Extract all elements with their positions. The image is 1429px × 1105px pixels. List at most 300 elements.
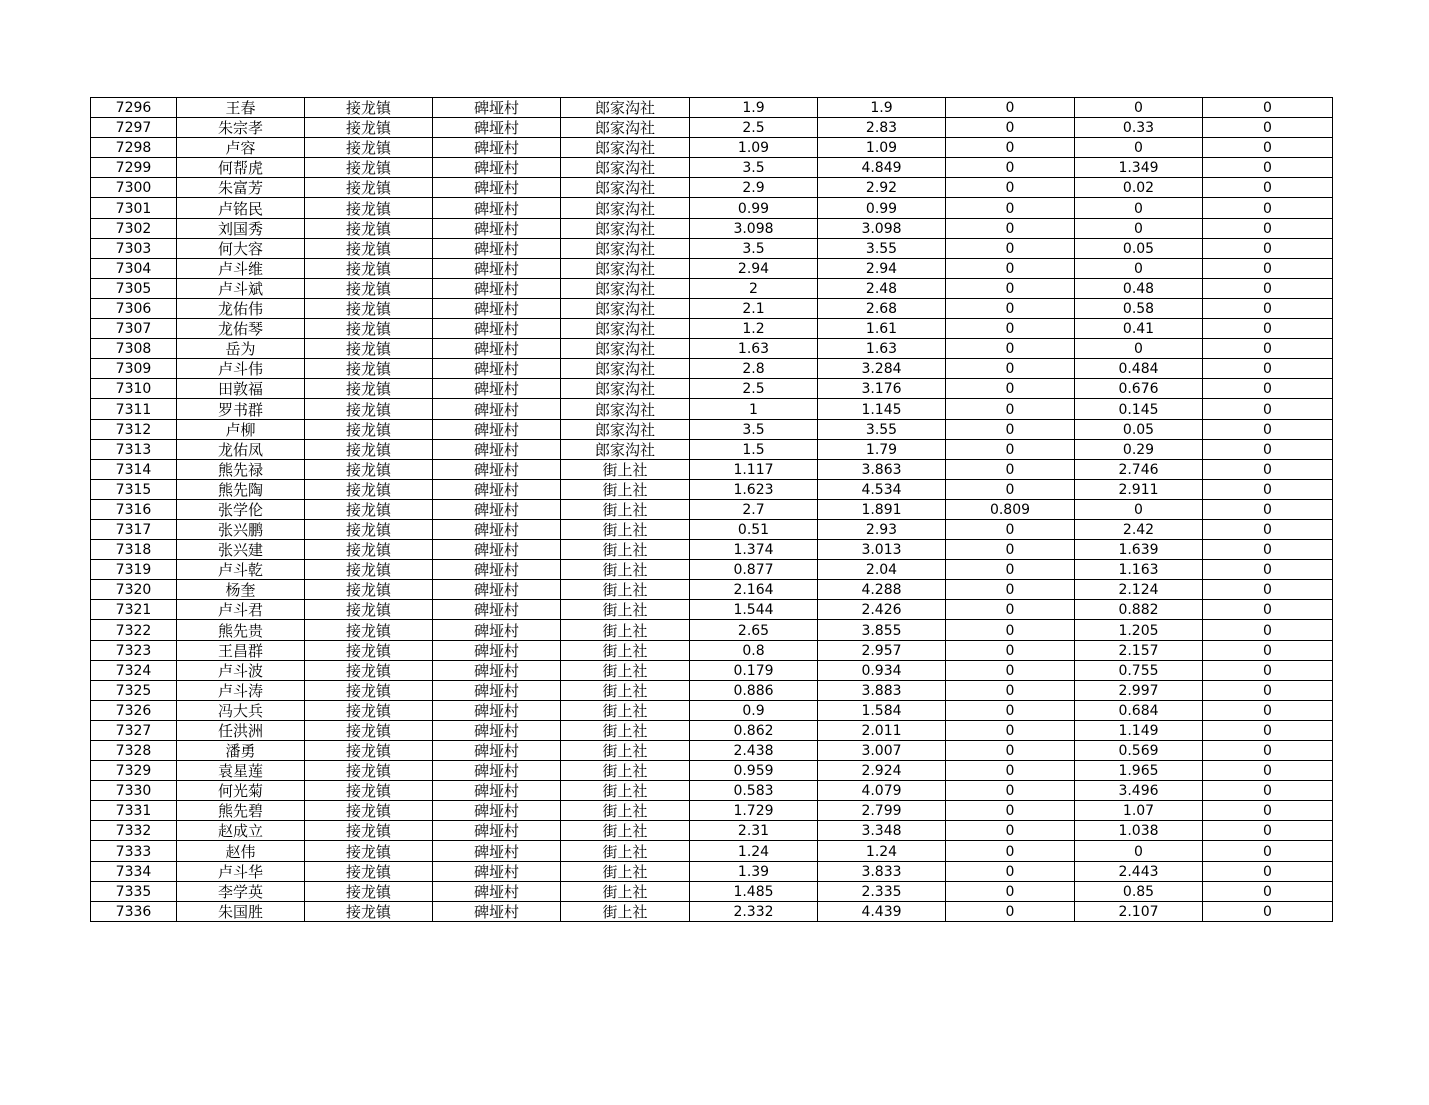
table-cell-v1: 2.8 [690, 359, 818, 379]
table-cell-group: 街上社 [561, 540, 690, 560]
table-cell-v3: 0 [946, 198, 1075, 218]
table-cell-village: 碑垭村 [433, 98, 561, 118]
table-cell-v3: 0 [946, 519, 1075, 539]
table-cell-id: 7327 [91, 720, 177, 740]
table-cell-name: 熊先陶 [177, 479, 305, 499]
table-cell-town: 接龙镇 [305, 580, 433, 600]
table-cell-v4: 0.676 [1075, 379, 1203, 399]
table-row [91, 881, 1333, 901]
table-cell-name: 卢柳 [177, 419, 305, 439]
table-cell-id: 7324 [91, 660, 177, 680]
table-cell-v2: 3.007 [818, 741, 946, 761]
table-cell-name: 王春 [177, 98, 305, 118]
table-cell-v5: 0 [1203, 198, 1333, 218]
table-cell-v2: 2.94 [818, 258, 946, 278]
table-row [91, 600, 1333, 620]
table-cell-town: 接龙镇 [305, 479, 433, 499]
table-cell-town: 接龙镇 [305, 741, 433, 761]
table-row [91, 138, 1333, 158]
table-cell-v2: 2.011 [818, 720, 946, 740]
table-cell-v1: 2.31 [690, 821, 818, 841]
table-cell-v5: 0 [1203, 419, 1333, 439]
table-cell-v3: 0 [946, 801, 1075, 821]
table-cell-id: 7297 [91, 118, 177, 138]
table-cell-v1: 0.179 [690, 660, 818, 680]
table-cell-v4: 0.41 [1075, 319, 1203, 339]
table-cell-name: 何光菊 [177, 781, 305, 801]
table-cell-v4: 0.145 [1075, 399, 1203, 419]
table-cell-group: 街上社 [561, 580, 690, 600]
table-cell-id: 7322 [91, 620, 177, 640]
table-cell-village: 碑垭村 [433, 660, 561, 680]
table-cell-name: 田敦福 [177, 379, 305, 399]
table-cell-name: 卢斗涛 [177, 680, 305, 700]
table-cell-group: 郎家沟社 [561, 439, 690, 459]
table-cell-v2: 2.426 [818, 600, 946, 620]
table-cell-v3: 0 [946, 720, 1075, 740]
table-cell-v3: 0 [946, 359, 1075, 379]
table-cell-v3: 0 [946, 761, 1075, 781]
table-cell-group: 街上社 [561, 741, 690, 761]
table-cell-v1: 1.24 [690, 841, 818, 861]
table-cell-group: 街上社 [561, 761, 690, 781]
table-cell-town: 接龙镇 [305, 680, 433, 700]
table-cell-v5: 0 [1203, 138, 1333, 158]
table-row [91, 821, 1333, 841]
table-cell-v5: 0 [1203, 540, 1333, 560]
table-cell-group: 郎家沟社 [561, 158, 690, 178]
table-cell-id: 7318 [91, 540, 177, 560]
table-cell-v3: 0 [946, 278, 1075, 298]
table-cell-name: 任洪洲 [177, 720, 305, 740]
table-cell-village: 碑垭村 [433, 901, 561, 921]
table-cell-id: 7312 [91, 419, 177, 439]
table-row [91, 98, 1333, 118]
table-row [91, 319, 1333, 339]
table-cell-name: 卢容 [177, 138, 305, 158]
table-cell-group: 街上社 [561, 620, 690, 640]
table-cell-v1: 0.9 [690, 700, 818, 720]
table-cell-v4: 0 [1075, 218, 1203, 238]
table-cell-town: 接龙镇 [305, 660, 433, 680]
table-cell-v1: 0.583 [690, 781, 818, 801]
table-cell-v5: 0 [1203, 218, 1333, 238]
table-cell-v3: 0 [946, 821, 1075, 841]
table-cell-v1: 2 [690, 278, 818, 298]
table-cell-town: 接龙镇 [305, 499, 433, 519]
table-cell-v5: 0 [1203, 238, 1333, 258]
table-cell-group: 街上社 [561, 479, 690, 499]
table-cell-group: 街上社 [561, 519, 690, 539]
table-cell-town: 接龙镇 [305, 841, 433, 861]
table-cell-village: 碑垭村 [433, 379, 561, 399]
table-cell-v4: 0.882 [1075, 600, 1203, 620]
table-row [91, 479, 1333, 499]
table-row [91, 499, 1333, 519]
table-cell-name: 何帮虎 [177, 158, 305, 178]
table-cell-v4: 0 [1075, 98, 1203, 118]
table-cell-town: 接龙镇 [305, 640, 433, 660]
table-row [91, 258, 1333, 278]
table-cell-name: 龙佑琴 [177, 319, 305, 339]
table-cell-v2: 1.584 [818, 700, 946, 720]
table-cell-group: 郎家沟社 [561, 319, 690, 339]
table-cell-v2: 1.79 [818, 439, 946, 459]
table-cell-v4: 0.755 [1075, 660, 1203, 680]
table-cell-v4: 0 [1075, 258, 1203, 278]
table-cell-village: 碑垭村 [433, 118, 561, 138]
table-cell-v1: 3.5 [690, 158, 818, 178]
table-cell-v4: 2.746 [1075, 459, 1203, 479]
table-cell-group: 郎家沟社 [561, 278, 690, 298]
table-cell-id: 7333 [91, 841, 177, 861]
table-cell-v2: 4.288 [818, 580, 946, 600]
table-cell-v2: 2.48 [818, 278, 946, 298]
table-cell-v1: 2.1 [690, 298, 818, 318]
table-cell-group: 郎家沟社 [561, 419, 690, 439]
table-cell-group: 街上社 [561, 499, 690, 519]
table-cell-name: 卢斗伟 [177, 359, 305, 379]
table-cell-name: 熊先禄 [177, 459, 305, 479]
table-cell-village: 碑垭村 [433, 439, 561, 459]
table-cell-v1: 1 [690, 399, 818, 419]
table-cell-v5: 0 [1203, 821, 1333, 841]
table-cell-v2: 3.013 [818, 540, 946, 560]
table-cell-v5: 0 [1203, 761, 1333, 781]
table-cell-v4: 0.48 [1075, 278, 1203, 298]
table-cell-v4: 2.911 [1075, 479, 1203, 499]
table-cell-id: 7316 [91, 499, 177, 519]
table-row [91, 519, 1333, 539]
table-cell-v4: 0.58 [1075, 298, 1203, 318]
table-cell-name: 王昌群 [177, 640, 305, 660]
table-cell-village: 碑垭村 [433, 419, 561, 439]
table-cell-v5: 0 [1203, 560, 1333, 580]
table-cell-v1: 0.8 [690, 640, 818, 660]
table-cell-town: 接龙镇 [305, 540, 433, 560]
table-cell-group: 街上社 [561, 600, 690, 620]
table-cell-v2: 4.849 [818, 158, 946, 178]
table-cell-town: 接龙镇 [305, 158, 433, 178]
table-row [91, 540, 1333, 560]
table-cell-v5: 0 [1203, 98, 1333, 118]
table-cell-v3: 0 [946, 881, 1075, 901]
table-cell-town: 接龙镇 [305, 781, 433, 801]
table-cell-v1: 1.623 [690, 479, 818, 499]
table-cell-v2: 1.09 [818, 138, 946, 158]
table-cell-v5: 0 [1203, 339, 1333, 359]
table-cell-id: 7310 [91, 379, 177, 399]
table-cell-v4: 0 [1075, 138, 1203, 158]
table-row [91, 680, 1333, 700]
table-cell-name: 卢铭民 [177, 198, 305, 218]
table-cell-town: 接龙镇 [305, 98, 433, 118]
table-cell-id: 7319 [91, 560, 177, 580]
table-row [91, 118, 1333, 138]
table-cell-id: 7313 [91, 439, 177, 459]
table-cell-name: 张兴鹏 [177, 519, 305, 539]
table-row [91, 560, 1333, 580]
table-cell-town: 接龙镇 [305, 901, 433, 921]
table-cell-name: 杨奎 [177, 580, 305, 600]
table-cell-v4: 1.965 [1075, 761, 1203, 781]
table-cell-village: 碑垭村 [433, 600, 561, 620]
table-cell-v3: 0 [946, 781, 1075, 801]
table-cell-village: 碑垭村 [433, 238, 561, 258]
table-cell-v2: 2.92 [818, 178, 946, 198]
table-cell-v5: 0 [1203, 801, 1333, 821]
table-cell-v5: 0 [1203, 660, 1333, 680]
table-cell-v3: 0 [946, 640, 1075, 660]
table-cell-v2: 3.855 [818, 620, 946, 640]
table-cell-town: 接龙镇 [305, 459, 433, 479]
table-cell-v3: 0 [946, 901, 1075, 921]
table-cell-v1: 1.117 [690, 459, 818, 479]
table-cell-id: 7328 [91, 741, 177, 761]
table-cell-name: 卢斗斌 [177, 278, 305, 298]
table-cell-town: 接龙镇 [305, 560, 433, 580]
table-cell-town: 接龙镇 [305, 801, 433, 821]
table-cell-village: 碑垭村 [433, 761, 561, 781]
table-row [91, 660, 1333, 680]
table-cell-v2: 1.891 [818, 499, 946, 519]
table-cell-v5: 0 [1203, 118, 1333, 138]
table-cell-group: 郎家沟社 [561, 298, 690, 318]
table-cell-v3: 0 [946, 118, 1075, 138]
table-cell-v3: 0 [946, 580, 1075, 600]
table-cell-v5: 0 [1203, 439, 1333, 459]
table-cell-v3: 0 [946, 298, 1075, 318]
table-cell-id: 7305 [91, 278, 177, 298]
table-cell-v2: 3.883 [818, 680, 946, 700]
table-row [91, 580, 1333, 600]
table-cell-v1: 1.09 [690, 138, 818, 158]
table-cell-name: 赵成立 [177, 821, 305, 841]
table-cell-name: 卢斗华 [177, 861, 305, 881]
table-cell-id: 7317 [91, 519, 177, 539]
table-cell-v2: 1.24 [818, 841, 946, 861]
table-cell-town: 接龙镇 [305, 258, 433, 278]
table-cell-group: 郎家沟社 [561, 118, 690, 138]
table-row [91, 359, 1333, 379]
table-cell-v4: 0.33 [1075, 118, 1203, 138]
table-cell-town: 接龙镇 [305, 298, 433, 318]
table-cell-id: 7304 [91, 258, 177, 278]
table-cell-id: 7296 [91, 98, 177, 118]
table-cell-id: 7309 [91, 359, 177, 379]
table-cell-village: 碑垭村 [433, 519, 561, 539]
table-cell-v1: 0.862 [690, 720, 818, 740]
table-cell-village: 碑垭村 [433, 881, 561, 901]
table-cell-v5: 0 [1203, 640, 1333, 660]
table-row [91, 339, 1333, 359]
table-cell-v4: 0.02 [1075, 178, 1203, 198]
table-cell-v1: 2.94 [690, 258, 818, 278]
table-cell-v1: 1.485 [690, 881, 818, 901]
table-cell-v2: 2.924 [818, 761, 946, 781]
table-cell-v1: 0.886 [690, 680, 818, 700]
table-cell-name: 龙佑凤 [177, 439, 305, 459]
table-cell-group: 郎家沟社 [561, 339, 690, 359]
table-cell-town: 接龙镇 [305, 138, 433, 158]
table-cell-v5: 0 [1203, 399, 1333, 419]
table-cell-name: 何大容 [177, 238, 305, 258]
table-cell-village: 碑垭村 [433, 278, 561, 298]
table-cell-town: 接龙镇 [305, 620, 433, 640]
table-cell-v4: 1.038 [1075, 821, 1203, 841]
table-cell-v1: 0.99 [690, 198, 818, 218]
table-cell-v1: 1.729 [690, 801, 818, 821]
table-cell-group: 郎家沟社 [561, 198, 690, 218]
table-cell-v1: 1.2 [690, 319, 818, 339]
table-cell-v2: 4.079 [818, 781, 946, 801]
table-cell-v1: 0.959 [690, 761, 818, 781]
table-cell-v5: 0 [1203, 519, 1333, 539]
table-cell-v4: 2.124 [1075, 580, 1203, 600]
table-cell-group: 街上社 [561, 459, 690, 479]
table-cell-town: 接龙镇 [305, 178, 433, 198]
table-cell-village: 碑垭村 [433, 741, 561, 761]
table-cell-town: 接龙镇 [305, 118, 433, 138]
table-cell-v3: 0 [946, 319, 1075, 339]
table-cell-v5: 0 [1203, 499, 1333, 519]
table-cell-town: 接龙镇 [305, 218, 433, 238]
table-cell-name: 李学英 [177, 881, 305, 901]
table-cell-id: 7326 [91, 700, 177, 720]
table-cell-v3: 0.809 [946, 499, 1075, 519]
table-cell-v3: 0 [946, 238, 1075, 258]
table-row [91, 158, 1333, 178]
table-cell-village: 碑垭村 [433, 399, 561, 419]
table-cell-v5: 0 [1203, 459, 1333, 479]
table-cell-v2: 2.68 [818, 298, 946, 318]
table-cell-village: 碑垭村 [433, 841, 561, 861]
table-cell-group: 郎家沟社 [561, 258, 690, 278]
table-cell-id: 7303 [91, 238, 177, 258]
table-cell-town: 接龙镇 [305, 278, 433, 298]
table-cell-v2: 2.957 [818, 640, 946, 660]
table-cell-v4: 0 [1075, 841, 1203, 861]
table-cell-v3: 0 [946, 339, 1075, 359]
table-row [91, 238, 1333, 258]
table-cell-village: 碑垭村 [433, 801, 561, 821]
table-cell-v2: 4.534 [818, 479, 946, 499]
table-row [91, 379, 1333, 399]
table-cell-v2: 4.439 [818, 901, 946, 921]
table-cell-v4: 0.85 [1075, 881, 1203, 901]
table-row [91, 419, 1333, 439]
table-cell-v1: 1.5 [690, 439, 818, 459]
table-cell-v2: 3.863 [818, 459, 946, 479]
table-cell-village: 碑垭村 [433, 781, 561, 801]
table-cell-v4: 2.42 [1075, 519, 1203, 539]
table-cell-v5: 0 [1203, 720, 1333, 740]
table-cell-v4: 1.349 [1075, 158, 1203, 178]
table-cell-village: 碑垭村 [433, 620, 561, 640]
table-cell-v5: 0 [1203, 881, 1333, 901]
table-cell-village: 碑垭村 [433, 138, 561, 158]
table-cell-group: 郎家沟社 [561, 138, 690, 158]
table-row [91, 761, 1333, 781]
table-cell-group: 街上社 [561, 781, 690, 801]
table-cell-town: 接龙镇 [305, 881, 433, 901]
table-cell-id: 7329 [91, 761, 177, 781]
table-cell-v5: 0 [1203, 620, 1333, 640]
table-cell-town: 接龙镇 [305, 238, 433, 258]
table-cell-v4: 0.684 [1075, 700, 1203, 720]
table-cell-v1: 2.332 [690, 901, 818, 921]
table-cell-town: 接龙镇 [305, 339, 433, 359]
table-cell-v5: 0 [1203, 359, 1333, 379]
table-cell-v2: 1.145 [818, 399, 946, 419]
table-cell-group: 街上社 [561, 801, 690, 821]
table-cell-group: 街上社 [561, 841, 690, 861]
table-cell-town: 接龙镇 [305, 600, 433, 620]
table-cell-v5: 0 [1203, 901, 1333, 921]
data-table [90, 97, 1333, 922]
table-cell-village: 碑垭村 [433, 680, 561, 700]
table-cell-v4: 2.443 [1075, 861, 1203, 881]
table-cell-v1: 3.5 [690, 238, 818, 258]
table-cell-v2: 3.284 [818, 359, 946, 379]
table-cell-v2: 3.55 [818, 419, 946, 439]
table-cell-town: 接龙镇 [305, 861, 433, 881]
table-cell-v1: 2.7 [690, 499, 818, 519]
table-cell-village: 碑垭村 [433, 319, 561, 339]
table-cell-id: 7301 [91, 198, 177, 218]
table-cell-v5: 0 [1203, 580, 1333, 600]
table-cell-village: 碑垭村 [433, 178, 561, 198]
table-cell-v4: 3.496 [1075, 781, 1203, 801]
table-cell-v3: 0 [946, 138, 1075, 158]
table-cell-town: 接龙镇 [305, 821, 433, 841]
table-cell-v4: 1.205 [1075, 620, 1203, 640]
table-row [91, 801, 1333, 821]
table-cell-v3: 0 [946, 600, 1075, 620]
table-cell-v1: 2.164 [690, 580, 818, 600]
table-cell-id: 7311 [91, 399, 177, 419]
table-cell-v5: 0 [1203, 278, 1333, 298]
table-cell-v2: 3.098 [818, 218, 946, 238]
table-cell-name: 罗书群 [177, 399, 305, 419]
table-cell-town: 接龙镇 [305, 419, 433, 439]
table-cell-village: 碑垭村 [433, 158, 561, 178]
table-cell-v4: 1.163 [1075, 560, 1203, 580]
table-cell-town: 接龙镇 [305, 439, 433, 459]
table-cell-group: 郎家沟社 [561, 359, 690, 379]
table-cell-v1: 2.65 [690, 620, 818, 640]
table-cell-v4: 0 [1075, 339, 1203, 359]
table-cell-village: 碑垭村 [433, 700, 561, 720]
table-cell-town: 接龙镇 [305, 519, 433, 539]
table-cell-v2: 0.934 [818, 660, 946, 680]
table-cell-group: 街上社 [561, 881, 690, 901]
table-cell-name: 卢斗乾 [177, 560, 305, 580]
table-cell-group: 街上社 [561, 901, 690, 921]
table-cell-id: 7306 [91, 298, 177, 318]
table-cell-v5: 0 [1203, 258, 1333, 278]
table-cell-v5: 0 [1203, 781, 1333, 801]
table-row [91, 620, 1333, 640]
table-cell-v5: 0 [1203, 379, 1333, 399]
table-cell-village: 碑垭村 [433, 258, 561, 278]
table-cell-v3: 0 [946, 680, 1075, 700]
table-cell-v1: 1.39 [690, 861, 818, 881]
table-cell-village: 碑垭村 [433, 459, 561, 479]
table-cell-v5: 0 [1203, 861, 1333, 881]
table-cell-village: 碑垭村 [433, 560, 561, 580]
table-cell-v5: 0 [1203, 741, 1333, 761]
